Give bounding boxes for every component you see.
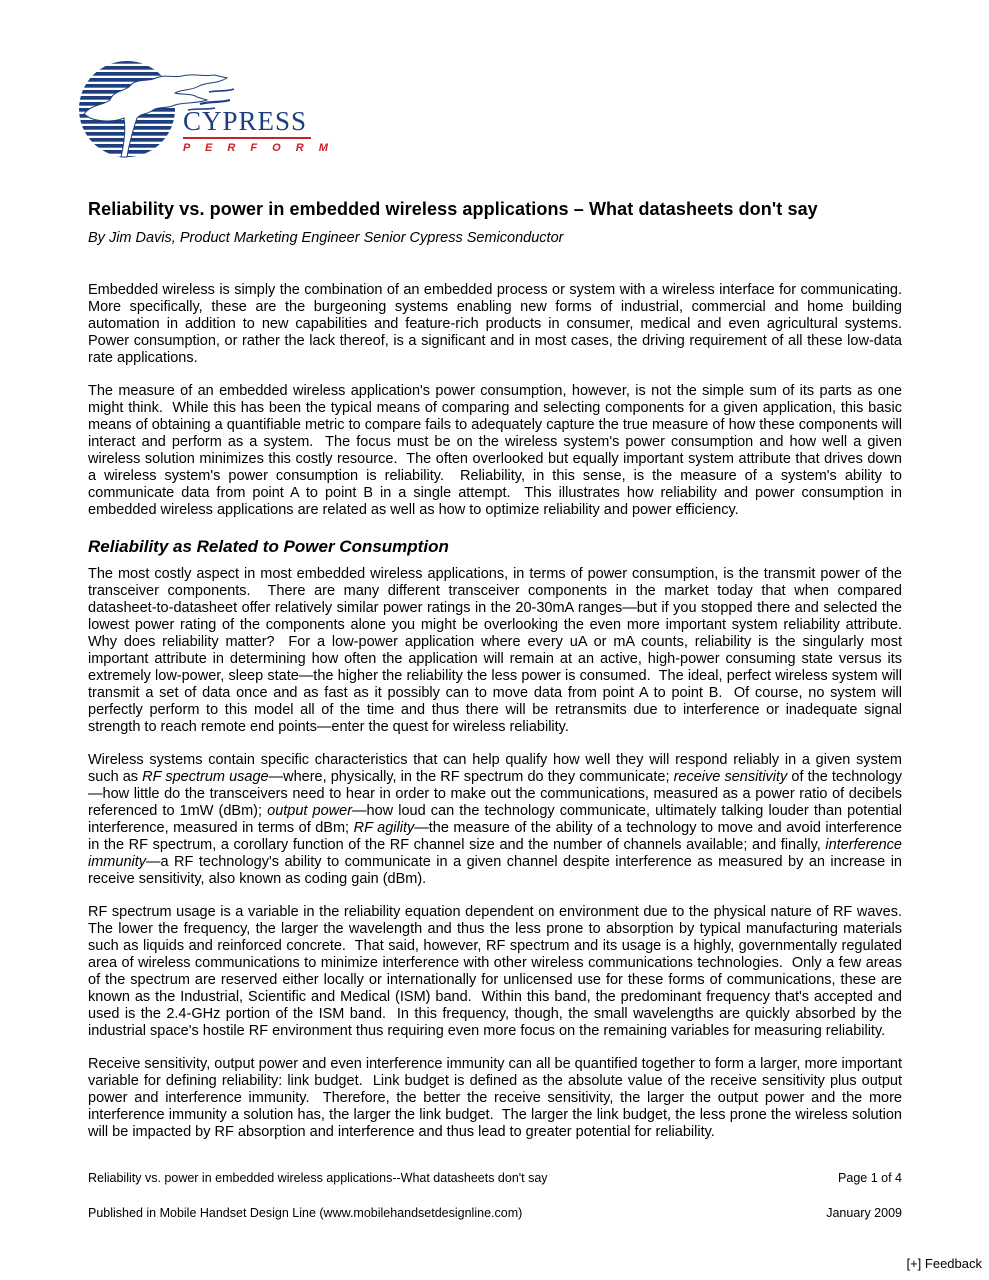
logo-tagline-text: P E R F O R M xyxy=(183,142,334,154)
article xyxy=(88,197,911,1157)
logo-text xyxy=(183,106,334,154)
article-title: Reliability vs. power in embedded wireless applications – What datasheets don't say xyxy=(88,199,818,219)
footer-date: January 2009 xyxy=(826,1206,902,1220)
article-body xyxy=(88,282,911,1141)
body-paragraph: Embedded wireless is simply the combination of an embedded process or system with a wireless interface for communicating. More specifically, these are the burgeoning systems enabling new forms of industrial, commercial and home building automation in addition to new capabilities and feature-rich products in consumer, medical and even agricultural systems. Power consumption, or rather the lack thereof, is a significant and in most cases, the driving requirement of all these low-data rate applications. xyxy=(88,282,911,366)
section-heading: Reliability as Related to Power Consumption xyxy=(88,537,449,556)
logo-red-rule xyxy=(183,137,311,139)
body-paragraph: Wireless systems contain specific characteristics that can help qualify how well they will respond reliably in a given system such as RF spectrum usage—where, physically, in the RF spectrum do they communicate; receive sensitivity of the technology—how little do the transceivers need to hear in order to make out the communications, measured as a power ratio of decibels referenced to 1mW (dBm); output power—how loud can the technology communicate, ultimately talking louder than potential interference, measured in terms of dBm; RF agility—the measure of the ability of a technology to move and avoid interference in the RF spectrum, a corollary function of the RF channel size and the number of channels available; and finally, interference immunity—a RF technology's ability to communicate in a given channel despite interference as measured by an increase in receive sensitivity, also known as coding gain (dBm). xyxy=(88,752,907,887)
body-paragraph: RF spectrum usage is a variable in the reliability equation dependent on environment due to the physical nature of RF waves. The lower the frequency, the larger the wavelength and thus the less prone to absorption by typical manufacturing materials such as liquids and reinforced concrete. That said, however, RF spectrum and its usage is a highly, governmentally regulated area of wireless communications to minimize interference with other wireless communications technologies. Only a few areas of the spectrum are reserved either locally or internationally for unlicensed use for these forms of communications, these are known as the Industrial, Scientific and Medical (ISM) band. Within this band, the predominant frequency that's accepted and used is the 2.4-GHz portion of the ISM band. In this frequency, though, the small wavelengths are quickly absorbed by the industrial space's hostile RF environment thus requiring even more focus on the remaining variables for measuring reliability. xyxy=(88,904,911,1039)
footer-publication: Published in Mobile Handset Design Line (www.mobilehandsetdesignline.com) xyxy=(88,1206,523,1220)
logo-brand-text: CYPRESS xyxy=(183,106,308,136)
page-footer xyxy=(88,1171,902,1221)
footer-page-number: Page 1 of 4 xyxy=(838,1171,902,1185)
feedback-button[interactable]: [+] Feedback xyxy=(906,1256,982,1271)
cypress-logo xyxy=(78,60,408,165)
footer-doc-title: Reliability vs. power in embedded wireless applications--What datasheets don't say xyxy=(88,1171,548,1185)
article-byline: By Jim Davis, Product Marketing Engineer Senior Cypress Semiconductor xyxy=(88,230,564,246)
body-paragraph: The measure of an embedded wireless application's power consumption, however, is not the simple sum of its parts as one might think. While this has been the typical means of comparing and selecting components for a given application, this basic means of obtaining a quantifiable metric to compare fails to adequately capture the true measure of how these components will interact and perform as a system. The focus must be on the wireless system's power consumption and how well a given wireless solution minimizes this costly resource. The often overlooked but equally important system attribute that drives down a wireless system's power consumption is reliability. Reliability, in this sense, is the measure of a system's ability to communicate data from point A to point B in a single attempt. This illustrates how reliability and power consumption in embedded wireless applications are related as well as how to optimize reliability and power efficiency. xyxy=(88,383,907,518)
body-paragraph: The most costly aspect in most embedded wireless applications, in terms of power consumption, is the transmit power of the transceiver components. There are many different transceiver components in the market today that when compared datasheet-to-datasheet offer relatively similar power ratings in the 20-30mA ranges—but if you stopped there and selected the lowest power rating of the components alone you might be overlooking the even more important system reliability attribute. Why does reliability matter? For a low-power application where every uA or mA counts, reliability is the singularly most important attribute in determining how often the application will remain at an active, high-power consuming state versus its extremely low-power, sleep state—the higher the reliability the less power is consumed. The ideal, perfect wireless system will transmit a set of data once and as fast as it possibly can to move data from point A to point B. Of course, no system will perfectly perform to this model all of the time and thus there will be retransmits due to interference or inadequate signal strength to reach remote end points—enter the quest for wireless reliability. xyxy=(88,566,911,735)
body-paragraph: Receive sensitivity, output power and even interference immunity can all be quantified together to form a larger, more important variable for defining reliability: link budget. Link budget is defined as the absolute value of the receive sensitivity plus output power and interference immunity. Therefore, the better the receive sensitivity, the larger the output power and the more interference immunity a solution has, the larger the link budget. The larger the link budget, the less prone the wireless solution will be impacted by RF absorption and interference and thus lead to greater potential for reliability. xyxy=(88,1056,907,1140)
